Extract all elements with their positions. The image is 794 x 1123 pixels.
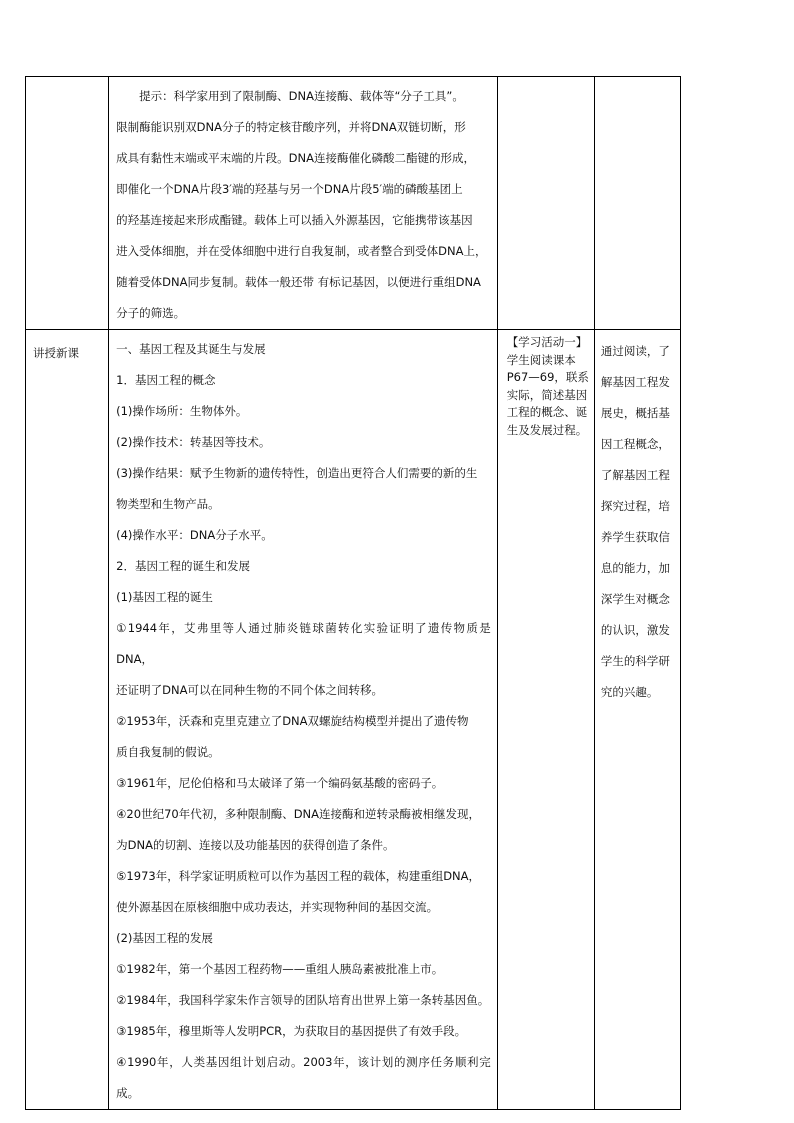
activity-line: 生及发展过程。: [506, 422, 588, 437]
goal-line: 了解基因工程: [600, 468, 670, 482]
content-line: ②1984年，我国科学家朱作言领导的团队培育出世界上第一条转基因鱼。: [116, 993, 490, 1007]
hint-text: [109, 77, 497, 329]
goal-line: 因工程概念，: [600, 437, 670, 451]
goal-line: 通过阅读，了: [600, 344, 670, 358]
content-line: 物类型和生物产品。: [116, 497, 220, 511]
hint-line: 分子的筛选。: [116, 306, 186, 320]
content-line: 质自我复制的假说。: [116, 745, 220, 759]
activity-line: 实际，简述基因: [506, 387, 588, 402]
content-line: ④20世纪70年代初，多种限制酶、DNA连接酶和逆转录酶被相继发现，: [116, 807, 481, 821]
stage-cell: [26, 330, 109, 1110]
content-line: (3)操作结果：赋予生物新的遗传特性，创造出更符合人们需要的新的生: [116, 466, 478, 480]
hint-line: 提示：科学家用到了限制酶、DNA连接酶、载体等“分子工具”。: [139, 89, 464, 103]
hint-line: 限制酶能识别双DNA分子的特定核苷酸序列，并将DNA双链切断，形: [116, 120, 466, 134]
stage-label: 讲授新课: [33, 346, 79, 360]
hint-line: 进入受体细胞，并在受体细胞中进行自我复制，或者整合到受体DNA上，: [116, 244, 487, 258]
hint-cell: [109, 77, 498, 330]
goal-line: 的认识，激发: [600, 623, 670, 637]
hint-line: 成具有黏性末端或平末端的片段。DNA连接酶催化磷酸二酯键的形成，: [116, 151, 475, 165]
content-line: (2)操作技术：转基因等技术。: [116, 435, 271, 449]
hint-line: 即催化一个DNA片段3′端的羟基与另一个DNA片段5′端的磷酸基团上: [116, 182, 463, 196]
stage-cell-empty: [26, 77, 109, 330]
activity-line: 工程的概念、诞: [506, 405, 588, 419]
goal-cell: [594, 330, 680, 1110]
content-line: ②1953年，沃森和克里克建立了DNA双螺旋结构模型并提出了遗传物: [116, 714, 469, 728]
content-line: 还证明了DNA可以在同种生物的不同个体之间转移。: [116, 683, 383, 697]
hint-row: [26, 77, 681, 330]
activity-line: 【学习活动一】: [506, 335, 588, 349]
activity-cell-empty: [497, 77, 594, 330]
activity-line: 学生阅读课本: [506, 352, 576, 367]
goal-line: 养学生获取信: [600, 530, 670, 544]
goal-line: 展史，概括基: [600, 406, 670, 420]
goal-line: 究的兴趣。: [600, 685, 659, 699]
activity-line: P67—69，联系: [506, 370, 589, 384]
goal-line: 息的能力，加: [600, 561, 670, 575]
content-line: ④1990年，人类基因组计划启动。2003年，该计划的测序任务顺利完成。: [116, 1055, 491, 1100]
content-line: ③1985年，穆里斯等人发明PCR，为获取目的基因提供了有效手段。: [116, 1024, 467, 1038]
activity-text: [498, 330, 594, 439]
content-line: (1)操作场所：生物体外。: [116, 404, 248, 418]
content-line: 1．基因工程的概念: [116, 373, 216, 387]
content-line: (2)基因工程的发展: [116, 931, 213, 945]
hint-line: 随着受体DNA同步复制。载体一般还带 有标记基因，以便进行重组DNA: [116, 275, 481, 289]
goal-line: 探究过程，培: [600, 499, 670, 513]
content-line: ③1961年，尼伦伯格和马太破译了第一个编码氨基酸的密码子。: [116, 776, 444, 790]
new-lesson-row: [26, 330, 681, 1110]
content-line: 一、基因工程及其诞生与发展: [116, 342, 266, 356]
goal-text: [595, 330, 680, 708]
content-cell: [109, 330, 498, 1110]
content-line: 使外源基因在原核细胞中成功表达，并实现物种间的基因交流。: [116, 900, 439, 914]
lesson-plan-table: [25, 76, 681, 1110]
content-line: ①1982年，第一个基因工程药物——重组人胰岛素被批准上市。: [116, 962, 444, 976]
content-text: [109, 330, 497, 1109]
activity-cell: [497, 330, 594, 1110]
goal-cell-empty: [594, 77, 680, 330]
content-line: (1)基因工程的诞生: [116, 590, 213, 604]
content-line: (4)操作水平：DNA分子水平。: [116, 528, 273, 542]
content-line: 2．基因工程的诞生和发展: [116, 559, 250, 573]
goal-line: 解基因工程发: [600, 375, 670, 389]
content-line: ①1944年，艾弗里等人通过肺炎链球菌转化实验证明了遗传物质是DNA，: [116, 621, 491, 666]
content-line: ⑤1973年，科学家证明质粒可以作为基因工程的载体，构建重组DNA，: [116, 869, 481, 883]
content-line: 为DNA的切割、连接以及功能基因的获得创造了条件。: [116, 838, 395, 852]
goal-line: 学生的科学研: [600, 654, 670, 668]
goal-line: 深学生对概念: [600, 592, 670, 606]
hint-line: 的羟基连接起来形成酯键。载体上可以插入外源基因，它能携带该基因: [116, 213, 473, 227]
